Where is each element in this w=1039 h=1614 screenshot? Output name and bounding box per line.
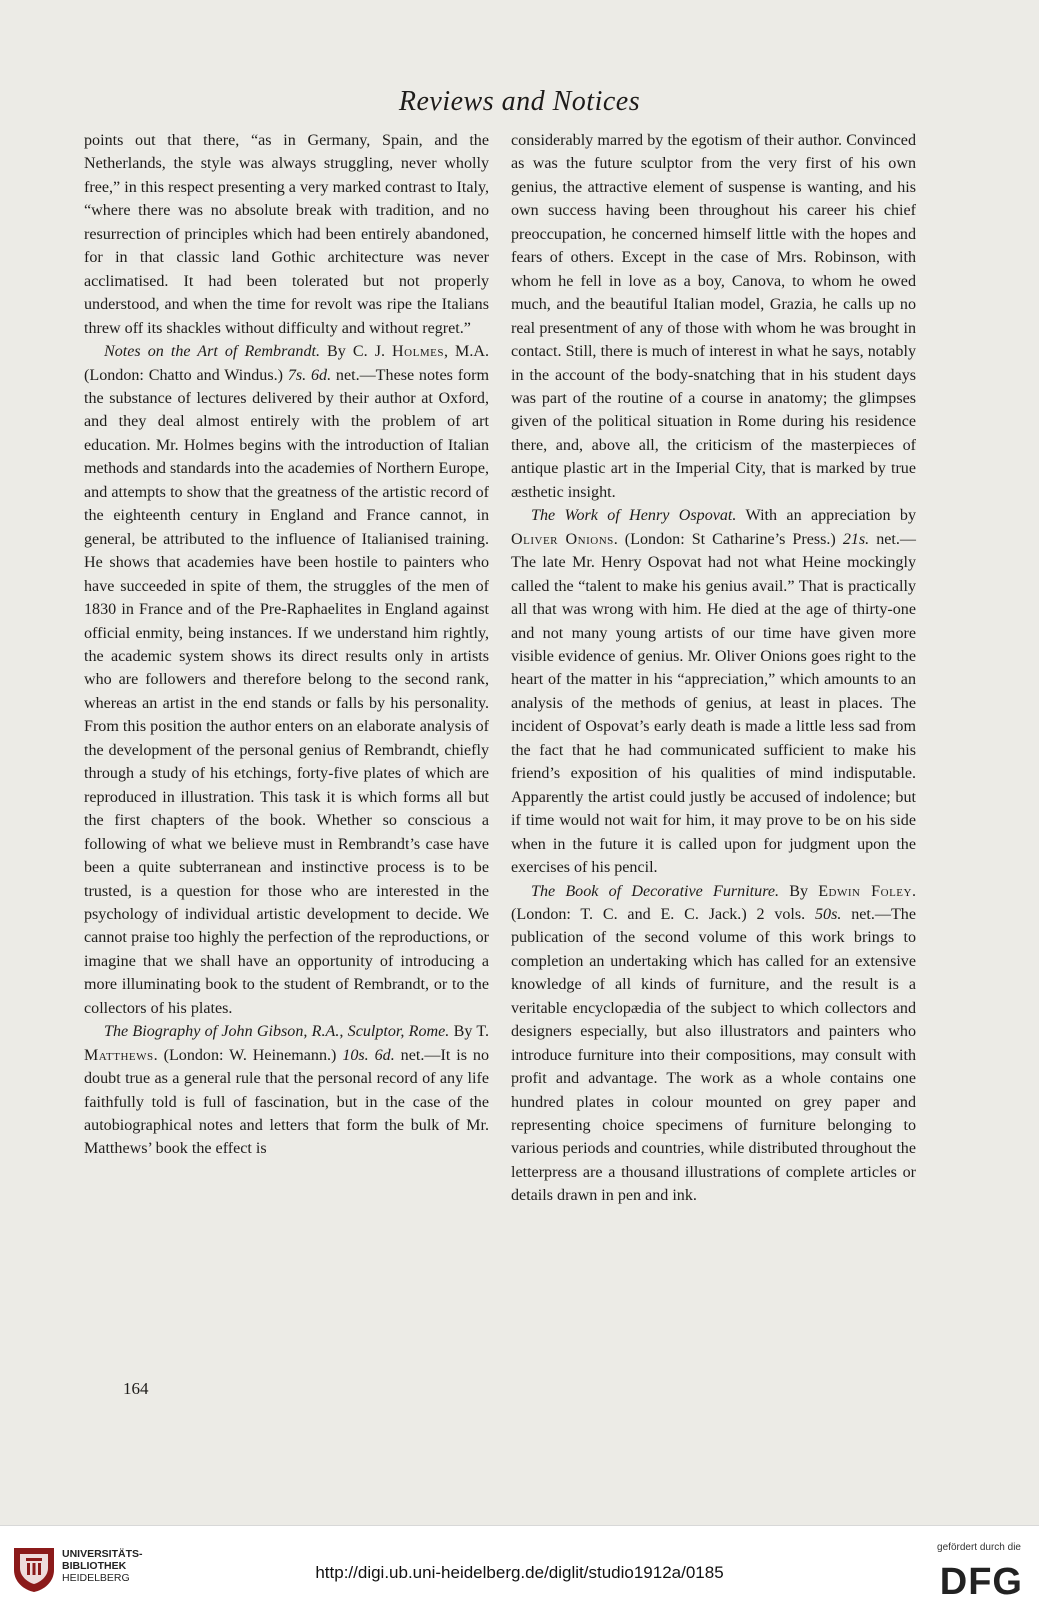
paragraph — [511, 129, 916, 504]
text-run: With an appreciation by — [736, 507, 916, 525]
running-head: Reviews and Notices — [398, 86, 641, 117]
paragraph — [84, 340, 489, 1020]
text-run: net.—These notes form the substance of lectures delivered by their author at Oxford, and they deal almost entirely with the problem of art education. Mr. Holmes begins with the introduction of Italian methods and standards into the academies of Northern Europe, and attempts to show that the greatness of the artistic record of the eighteenth century in England and France cannot, in general, be attributed to the influence of Italianised training. He shows that academies have been hostile to painters who have succeeded in spite of them, the struggles of the men of 1830 in France and of the Pre-Raphaelites in England against official enmity, being instances. If we understand him rightly, the academic system shows its direct results only in artists who are followers and therefore belong to the second rank, whereas an artist in the end stands or falls by his personality. From this position the author enters on an elaborate analysis of the development of the personal genius of Rembrandt, chiefly through a study of his etchings, forty-five plates of which are reproduced in illustration. This task it is which forms all but the first chapters of the book. Whether so conscious a following of what we believe must in Rembrandt’s case have been a quite subterranean and instinctive process is to be trusted, is a question for those who are interested in the psychology of individual artistic development to decide. We cannot praise too highly the perfection of the reproductions, or imagine that we shall have an opportunity of introducing a more illuminating book to the student of Rembrandt, or to the collectors of his plates. — [84, 366, 489, 1017]
page-number: 164 — [123, 1379, 149, 1398]
author-name: Oliver Onions — [511, 530, 614, 548]
italic-title: The Biography of John Gibson, R.A., Sculptor, Rome. — [104, 1023, 450, 1041]
text-run: net.—The late Mr. Henry Ospovat had not what Heine mockingly called the “talent to make his genius avail.” That is practically all that was wrong with him. He died at the age of thirty-one and not many young artists of our time have given more visible evidence of genius. Mr. Oliver Onions goes right to the heart of the matter in his “appreciation,” which amounts to an analysis of the methods of genius, at least in places. The incident of Ospovat’s early death is made a little less sad from the fact that he had communicated sufficient to make his friend’s exposition of his qualities of mind indisputable. Apparently the artist could justly be accused of indolence; but if time would not wait for him, it may prove to be on his side when in the future it is called upon for judgment upon the exercises of his pencil. — [511, 530, 916, 877]
paragraph — [511, 880, 916, 1208]
author-name: Edwin Foley — [818, 882, 912, 900]
text-column-left — [84, 129, 489, 1161]
text-run: net.—The publication of the second volume of this work brings to completion an undertaking which has called for an extensive knowledge of all kinds of furniture, and the result is a veritable encyclopædia of the subject to which collectors and designers especially, but also illustrators and painters who introduce furniture into their compositions, may consult with profit and advantage. The work as a whole contains one hundred plates in colour mounted on grey paper and representing choice specimens of furniture belonging to various periods and countries, while distributed throughout the letterpress are a thousand illustrations of complete articles or details drawn in pen and ink. — [511, 905, 916, 1205]
text-run: By C. J. — [320, 343, 393, 361]
library-name-line: HEIDELBERG — [62, 1572, 130, 1584]
paragraph — [84, 129, 489, 340]
text-run: net.—It is no doubt true as a general rule that the personal record of any life faithfully told is full of fascination, but in the case of the autobiographical notes and letters that form the bulk of Mr. Matthews’ book the effect is — [84, 1046, 489, 1158]
italic-title: The Work of Henry Ospovat. — [531, 507, 737, 525]
italic-title: 21s. — [842, 530, 870, 548]
text-run: points out that there, “as in Germany, Spain, and the Netherlands, the style was always struggling, never wholly free,” in this respect presenting a very marked contrast to Italy, “where there was no absolute break with tradition, and no resurrection of principles which had been entirely abandoned, for in that classic land Gothic architecture was never acclimatised. It had been tolerated but not properly understood, and when the time for revolt was ripe the Italians threw off its shackles without difficulty and without regret.” — [84, 132, 489, 337]
dfg-logo: DFG — [939, 1561, 1023, 1603]
author-name: Holmes — [392, 343, 444, 361]
library-name-line: UNIVERSITÄTS- — [62, 1548, 143, 1560]
text-run: By T. — [449, 1023, 489, 1041]
library-name-line: BIBLIOTHEK — [62, 1560, 127, 1572]
italic-title: The Book of Decorative Furniture. — [531, 882, 780, 900]
text-run: . (London: St Catharine’s Press.) — [613, 530, 843, 548]
text-run: By — [779, 882, 819, 900]
text-run: , M.A. (London: Chatto and Windus.) — [84, 343, 489, 384]
footer-bar — [0, 1525, 1039, 1614]
text-run: . (London: T. C. and E. C. Jack.) 2 vols. — [511, 882, 916, 923]
italic-title: 7s. 6d. — [287, 366, 332, 384]
italic-title: 50s. — [815, 905, 842, 923]
text-run: . (London: W. Heinemann.) — [153, 1046, 343, 1064]
source-url-link[interactable]: http://digi.ub.uni-heidelberg.de/diglit/studio1912a/0185 — [315, 1563, 724, 1582]
author-name: Matthews — [84, 1046, 154, 1064]
paragraph — [84, 1020, 489, 1161]
paragraph — [511, 504, 916, 879]
text-run: considerably marred by the egotism of their author. Convinced as was the future sculptor from the very first of his own genius, the attractive element of suspense is wanting, and his own success having been throughout his career his chief preoccupation, he concerned himself little with the hopes and fears of others. Except in the case of Mrs. Robinson, with whom he fell in love as a boy, Canova, to whom he owed much, and the beautiful Italian model, Grazia, he calls up no real presentment of any of those with whom he was brought in contact. Still, there is much of interest in what he says, notably in the account of the body-snatching that in his student days was part of the routine of a course in anatomy; the glimpses given of the political situation in Rome during his residence there, and, above all, the criticism of the masterpieces of antique plastic art in the Imperial City, that is marked by true æsthetic insight. — [511, 132, 916, 501]
funded-by-label: gefördert durch die — [937, 1542, 1021, 1553]
text-column-right — [511, 129, 916, 1208]
italic-title: 10s. 6d. — [342, 1046, 395, 1064]
italic-title: Notes on the Art of Rembrandt. — [104, 343, 320, 361]
